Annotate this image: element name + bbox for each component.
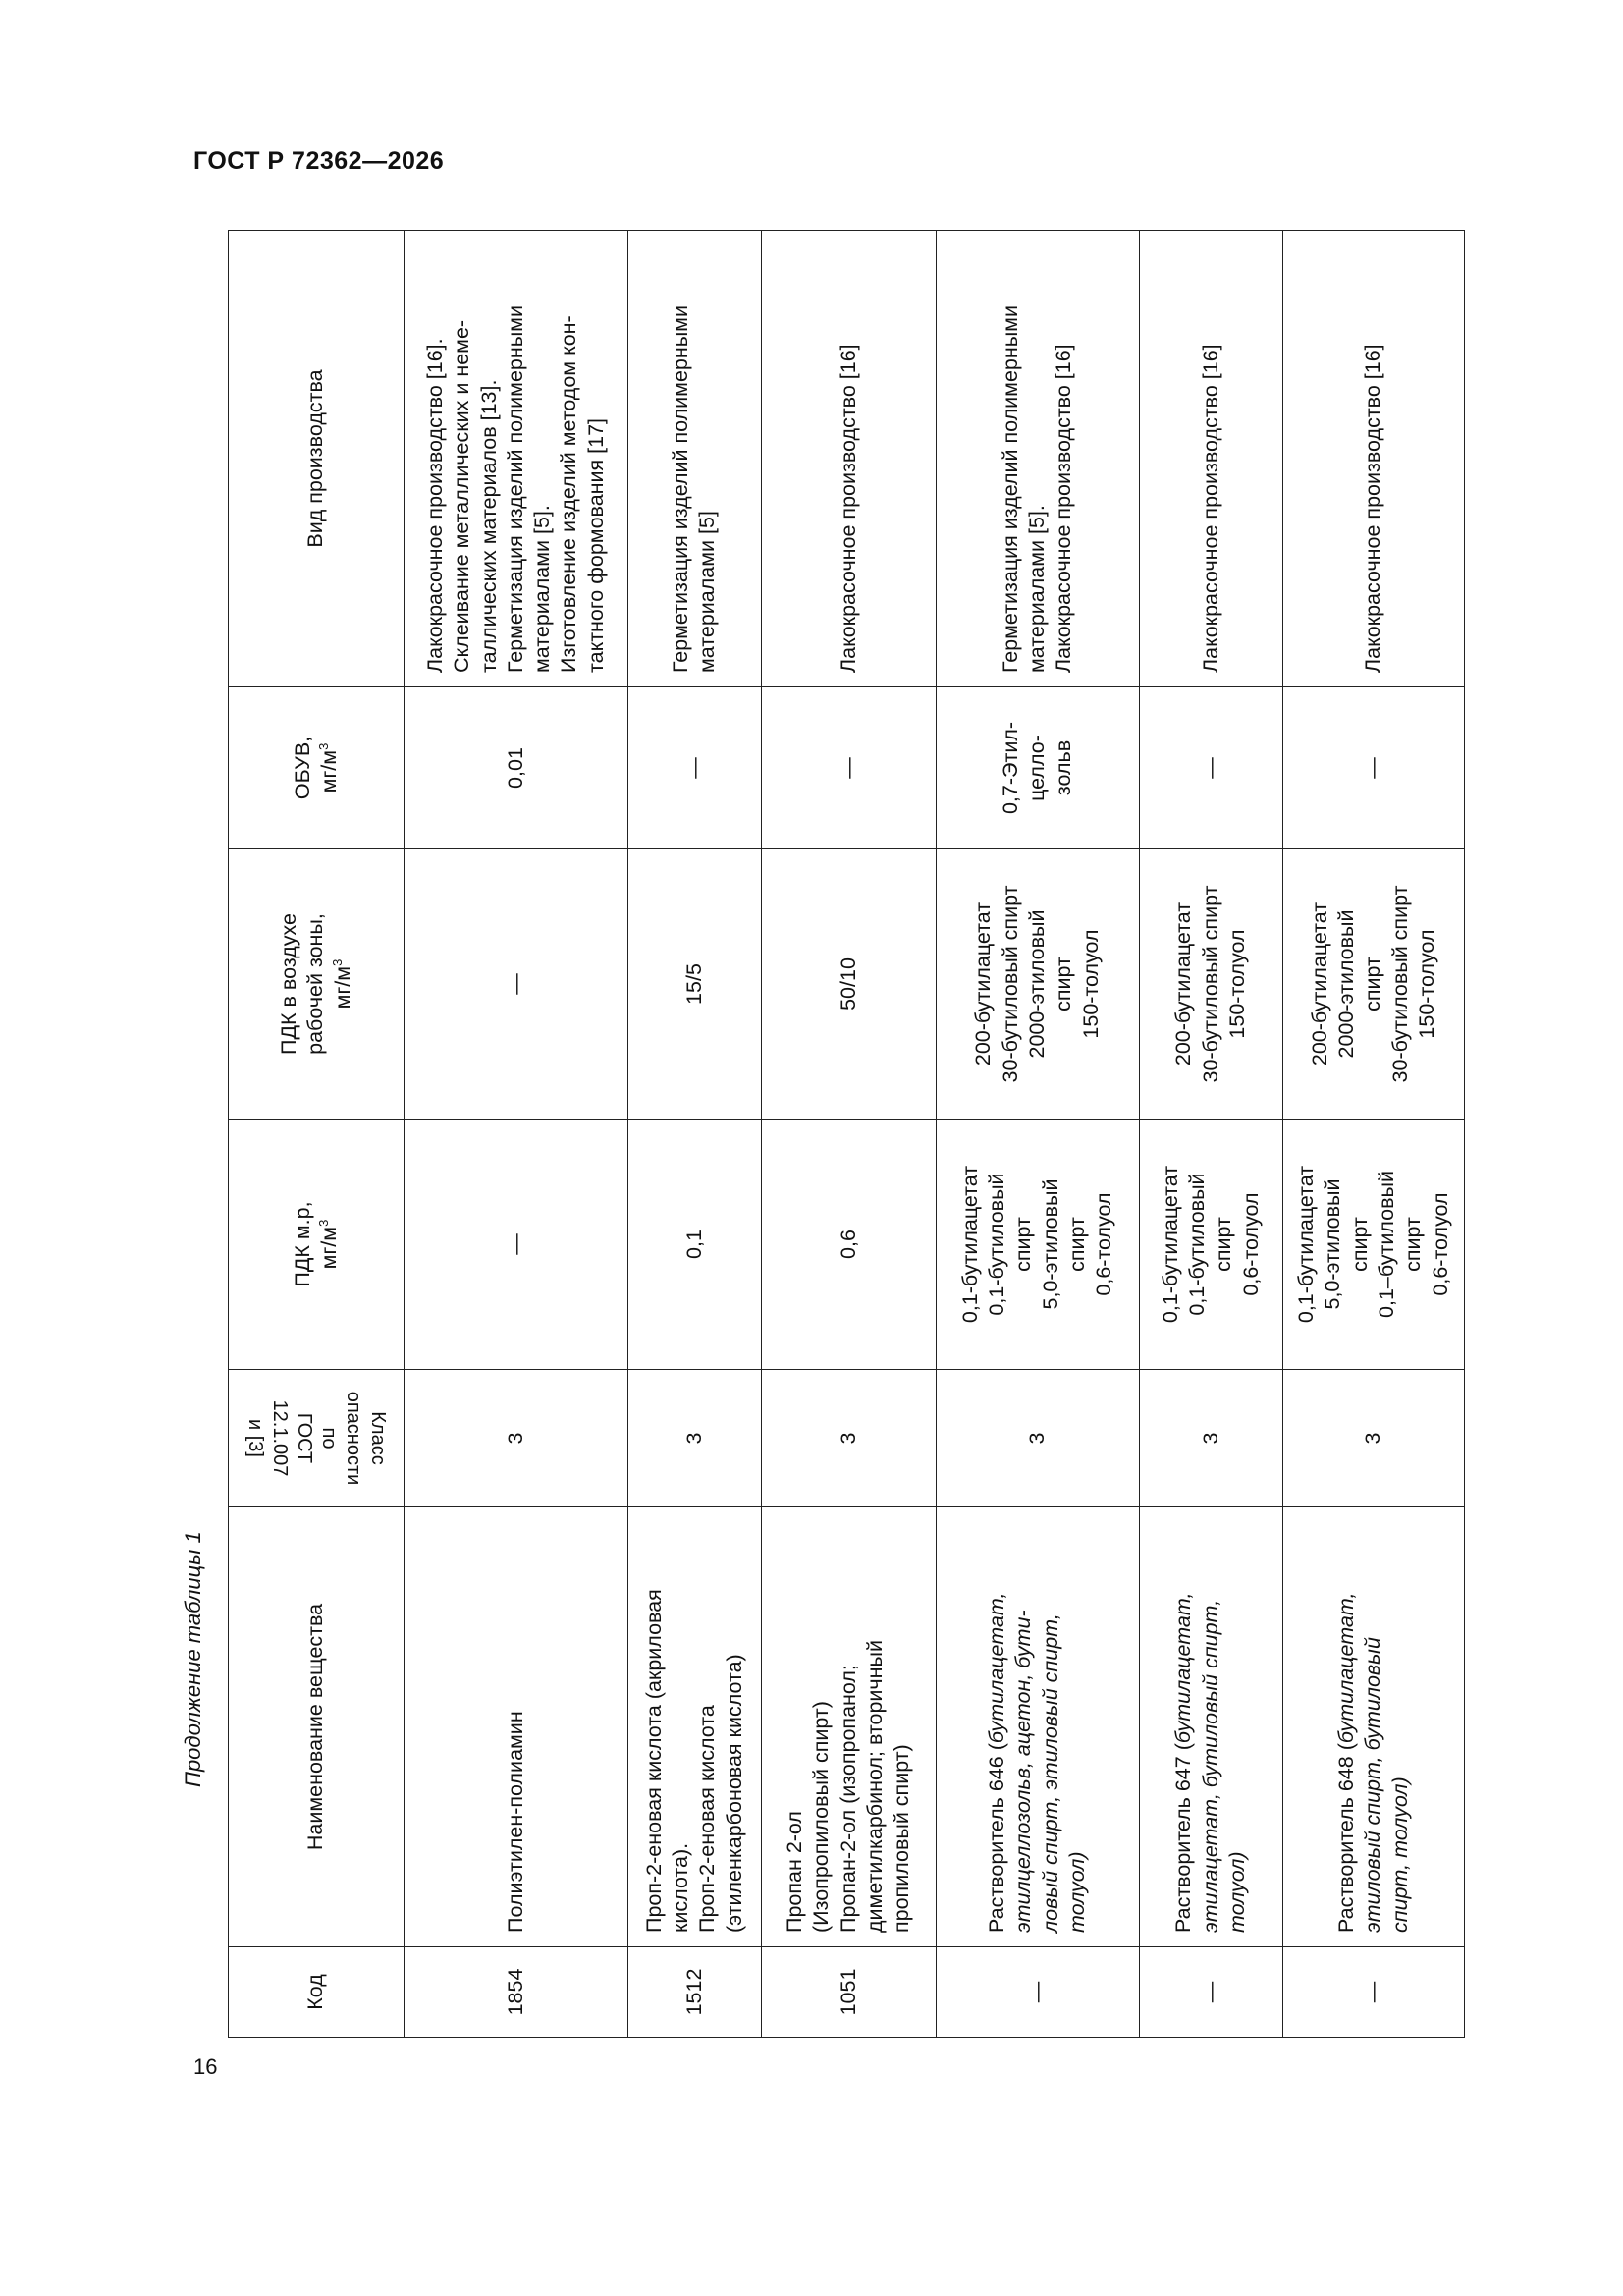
cell-hazard-class: 3 <box>1139 1370 1282 1507</box>
substance-name-text: Растворитель 646 ( <box>985 1743 1009 1933</box>
cell-pdk-air: 50/10 <box>761 849 936 1120</box>
substance-name-text: Растворитель 648 ( <box>1334 1743 1359 1933</box>
substance-components: бутилацетат, этиловый спирт, бутиловый спирт, толуол) <box>1334 1592 1412 1933</box>
header-obuv-unit: мг/м <box>317 749 341 793</box>
cell-production-type: Лакокрасочное производство [16] <box>1283 231 1465 687</box>
cell-pdk-mr: 0,1-бутилацетат 0,1-бутиловый спирт 0,6-толуол <box>1139 1120 1282 1370</box>
cell-pdk-mr: — <box>405 1120 628 1370</box>
cell-production-type: Герметизация изделий полимерными материалами [5] <box>627 231 761 687</box>
table-header-row <box>229 231 405 2038</box>
cell-obuv: — <box>761 687 936 849</box>
substances-table <box>228 230 1465 2038</box>
header-production-type: Вид производства <box>229 231 405 687</box>
header-code: Код <box>229 1947 405 2038</box>
substance-components: бутилацетат, этилцеллозольв, ацетон, бути- ловый спирт, этиловый спирт, толуол) <box>985 1592 1089 1933</box>
header-hazard-class <box>229 1370 405 1507</box>
cell-substance-name <box>1283 1507 1465 1947</box>
header-hazard-class-text: Класс опасности по ГОСТ 12.1.007 и [3] <box>243 1391 389 1486</box>
substance-name-text: Пропан 2-ол (Изопропиловый спирт) Пропан-2-ол (изопропанол; диметилкарбинол; вторичный пропиловый спирт) <box>783 1640 914 1933</box>
cell-obuv: — <box>1283 687 1465 849</box>
cell-obuv: 0,7-Этил- целло- зольв <box>936 687 1139 849</box>
header-pdk-mr <box>229 1120 405 1370</box>
table-row <box>627 231 761 2038</box>
cell-production-type: Герметизация изделий полимерными материалами [5]. Лакокрасочное производство [16] <box>936 231 1139 687</box>
cell-hazard-class: 3 <box>405 1370 628 1507</box>
cell-obuv: — <box>1139 687 1282 849</box>
cell-substance-name <box>761 1507 936 1947</box>
cell-production-type: Лакокрасочное производство [16] <box>761 231 936 687</box>
header-substance-name: Наименование вещества <box>229 1507 405 1947</box>
cell-hazard-class: 3 <box>761 1370 936 1507</box>
header-pdk-air <box>229 849 405 1120</box>
table-row <box>1283 231 1465 2038</box>
table-continuation-caption: Продолжение таблицы 1 <box>181 1531 205 1787</box>
cell-pdk-air: 200-бутилацетат 30-бутиловый спирт 2000-этиловый спирт 150-толуол <box>936 849 1139 1120</box>
unit-exponent: 3 <box>315 742 331 750</box>
cell-substance-name <box>1139 1507 1282 1947</box>
cell-production-type: Лакокрасочное производство [16]. Склеивание металлических и неме- таллических материалов [13]. Герметизация изделий полимерными материалами [5]. Изготовление изделий методом кон- тактного формования [17] <box>405 231 628 687</box>
substance-name-text: Проп-2-еновая кислота (акриловая кислота). Проп-2-еновая кислота (этиленкарбоновая кислота) <box>641 1589 746 1933</box>
cell-code: — <box>936 1947 1139 2038</box>
table-row <box>405 231 628 2038</box>
header-pdk-air-unit: мг/м <box>330 965 354 1010</box>
cell-code: 1051 <box>761 1947 936 2038</box>
cell-code: — <box>1283 1947 1465 2038</box>
cell-pdk-mr: 0,1-бутилацетат 0,1-бутиловый спирт 5,0-этиловый спирт 0,6-толуол <box>936 1120 1139 1370</box>
cell-hazard-class: 3 <box>1283 1370 1465 1507</box>
document-code: ГОСТ Р 72362—2026 <box>193 147 445 175</box>
header-obuv <box>229 687 405 849</box>
header-pdk-mr-unit: мг/м <box>317 1226 341 1270</box>
cell-substance-name <box>405 1507 628 1947</box>
page-number: 16 <box>193 2054 218 2079</box>
cell-pdk-mr: 0,1-бутилацетат 5,0-этиловый спирт 0,1–бутиловый спирт 0,6-толуол <box>1283 1120 1465 1370</box>
cell-production-type: Лакокрасочное производство [16] <box>1139 231 1282 687</box>
cell-code: 1512 <box>627 1947 761 2038</box>
unit-exponent: 3 <box>315 1219 331 1227</box>
header-pdk-air-label: ПДК в воздухе рабочей зоны, <box>277 913 328 1055</box>
substance-components: бутилацетат, этилацетат, бутиловый спирт, толуол) <box>1171 1592 1250 1933</box>
table-row <box>761 231 936 2038</box>
substance-name-text: Растворитель 647 ( <box>1171 1743 1196 1933</box>
cell-pdk-air: 15/5 <box>627 849 761 1120</box>
cell-pdk-air: 200-бутилацетат 2000-этиловый спирт 30-бутиловый спирт 150-толуол <box>1283 849 1465 1120</box>
cell-substance-name <box>936 1507 1139 1947</box>
header-obuv-label: ОБУВ, <box>290 736 314 800</box>
cell-hazard-class: 3 <box>627 1370 761 1507</box>
rotated-table-container <box>228 231 1465 2038</box>
table-row <box>1139 231 1282 2038</box>
cell-obuv: — <box>627 687 761 849</box>
cell-hazard-class: 3 <box>936 1370 1139 1507</box>
cell-pdk-mr: 0,1 <box>627 1120 761 1370</box>
cell-obuv: 0,01 <box>405 687 628 849</box>
cell-pdk-air: 200-бутилацетат 30-бутиловый спирт 150-толуол <box>1139 849 1282 1120</box>
header-pdk-mr-label: ПДК м.р, <box>290 1201 314 1287</box>
cell-pdk-mr: 0,6 <box>761 1120 936 1370</box>
cell-substance-name <box>627 1507 761 1947</box>
cell-code: 1854 <box>405 1947 628 2038</box>
table-row <box>936 231 1139 2038</box>
cell-code: — <box>1139 1947 1282 2038</box>
unit-exponent: 3 <box>329 958 345 966</box>
cell-pdk-air: — <box>405 849 628 1120</box>
substance-name-text: Полиэтилен-полиамин <box>503 1711 527 1933</box>
